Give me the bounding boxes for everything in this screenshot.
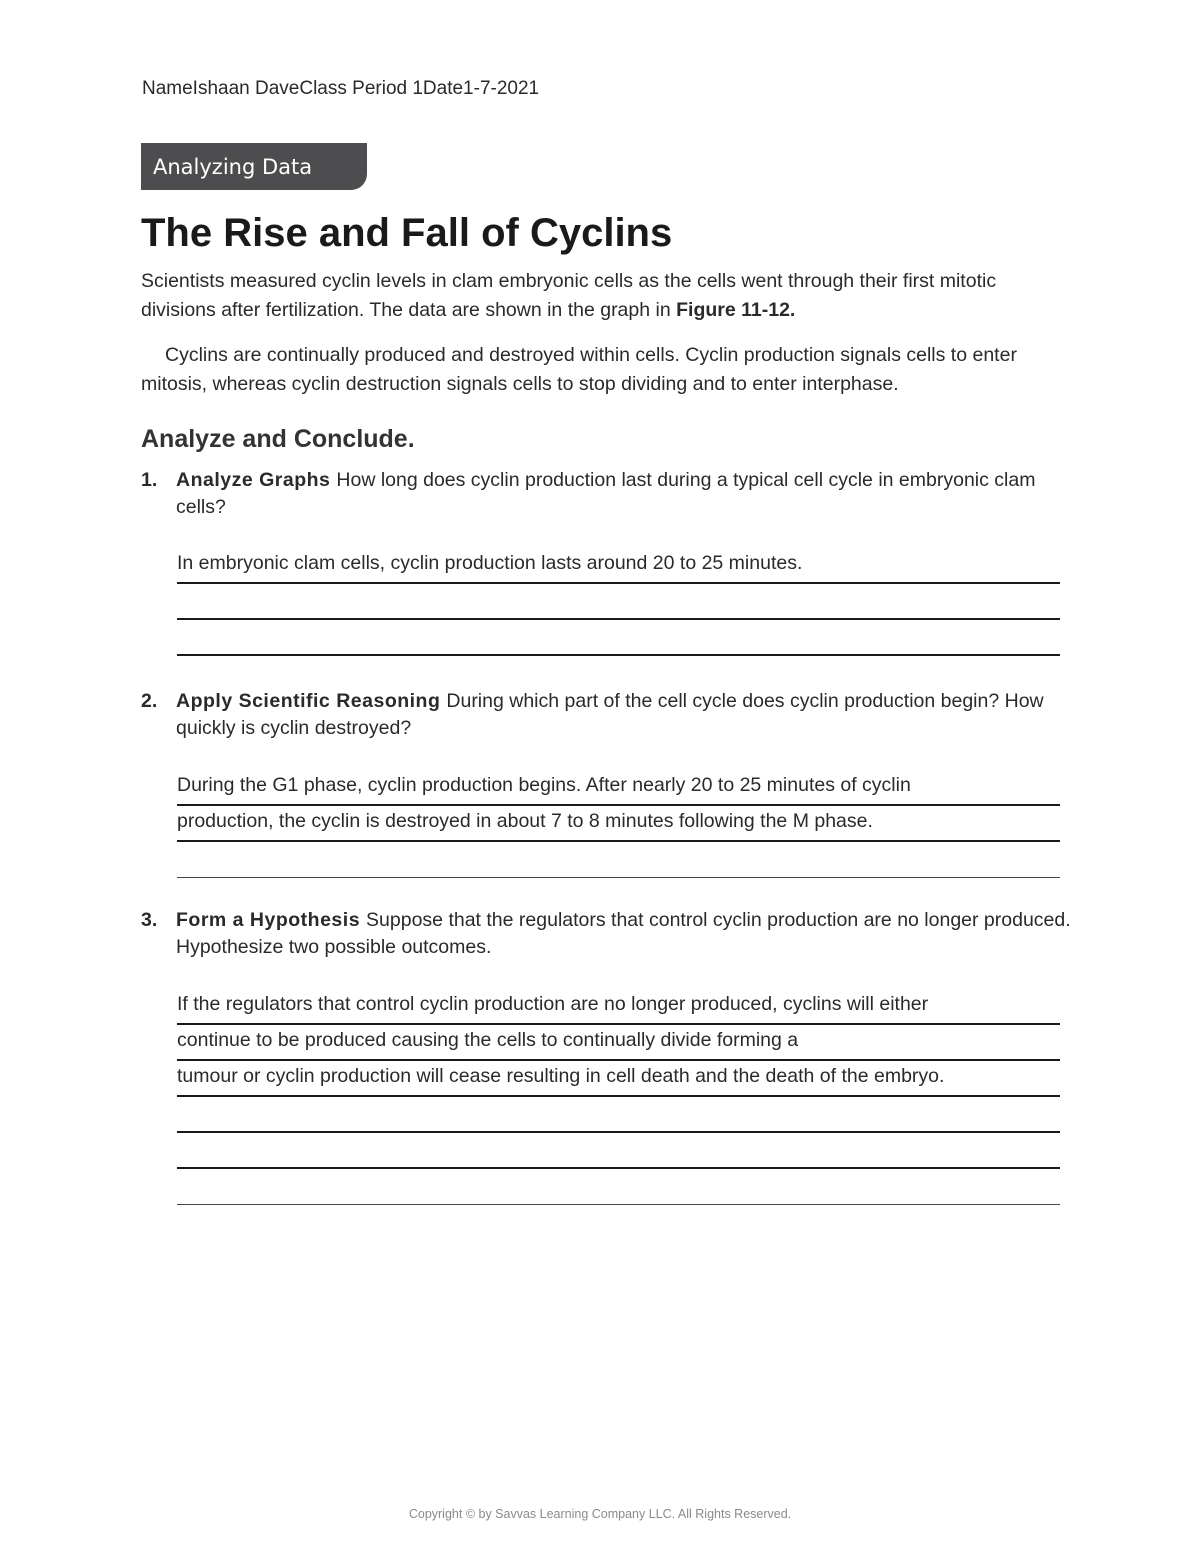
section-tab-analyzing-data: Analyzing Data (141, 143, 367, 190)
answer-line-q3-6[interactable] (177, 1169, 1060, 1205)
question-number: 1. (141, 469, 158, 491)
question-number: 2. (141, 690, 158, 712)
intro-paragraph-text: Scientists measured cyclin levels in clam embryonic cells as the cells went through their first mitotic divisions after fertilization. The data are shown in the graph in (141, 270, 997, 321)
question-1 (141, 467, 1071, 521)
question-body (176, 907, 1071, 961)
answer-line-q1-1[interactable]: In embryonic clam cells, cyclin production lasts around 20 to 25 minutes. (177, 548, 1060, 584)
question-3 (141, 907, 1071, 961)
question-prompt: How long does cyclin production last during a typical cell cycle in embryonic clam cells? (176, 469, 1036, 518)
answer-line-q3-1[interactable]: If the regulators that control cyclin production are no longer produced, cyclins will either (177, 989, 1060, 1025)
answer-line-q1-3[interactable] (177, 620, 1060, 656)
answer-line-q3-5[interactable] (177, 1133, 1060, 1169)
answer-line-q2-1[interactable]: During the G1 phase, cyclin production begins. After nearly 20 to 25 minutes of cyclin (177, 770, 1060, 806)
question-body (176, 688, 1071, 742)
page-title: The Rise and Fall of Cyclins (141, 211, 673, 255)
cyclin-paragraph: Cyclins are continually produced and destroyed within cells. Cyclin production signals cells to enter mitosis, whereas cyclin destruction signals cells to stop dividing and to enter interphase. (141, 344, 1017, 395)
question-prompt: During which part of the cell cycle does cyclin production begin? How quickly is cyclin destroyed? (176, 690, 1044, 739)
question-skill: Apply Scientific Reasoning (176, 690, 441, 712)
question-body (176, 467, 1071, 521)
question-prompt: Suppose that the regulators that control cyclin production are no longer produced. Hypothesize two possible outcomes. (176, 909, 1071, 958)
question-2 (141, 688, 1071, 742)
answer-line-q2-3[interactable] (177, 842, 1060, 878)
question-skill: Analyze Graphs (176, 469, 331, 491)
answer-line-q2-2[interactable]: production, the cyclin is destroyed in about 7 to 8 minutes following the M phase. (177, 806, 1060, 842)
answer-line-q3-4[interactable] (177, 1097, 1060, 1133)
answer-line-q3-2[interactable]: continue to be produced causing the cells to continually divide forming a (177, 1025, 1060, 1061)
question-skill: Form a Hypothesis (176, 909, 361, 931)
answer-line-q1-2[interactable] (177, 584, 1060, 620)
figure-reference: Figure 11-12. (676, 299, 796, 321)
answer-line-q3-3[interactable]: tumour or cyclin production will cease resulting in cell death and the death of the embryo. (177, 1061, 1060, 1097)
copyright-footer: Copyright © by Savvas Learning Company LLC. All Rights Reserved. (408, 1507, 792, 1521)
question-number: 3. (141, 909, 158, 931)
intro-paragraph (141, 267, 1071, 325)
student-info-header: NameIshaan DaveClass Period 1Date1-7-2021 (142, 78, 540, 99)
analyze-conclude-heading: Analyze and Conclude. (141, 425, 415, 453)
